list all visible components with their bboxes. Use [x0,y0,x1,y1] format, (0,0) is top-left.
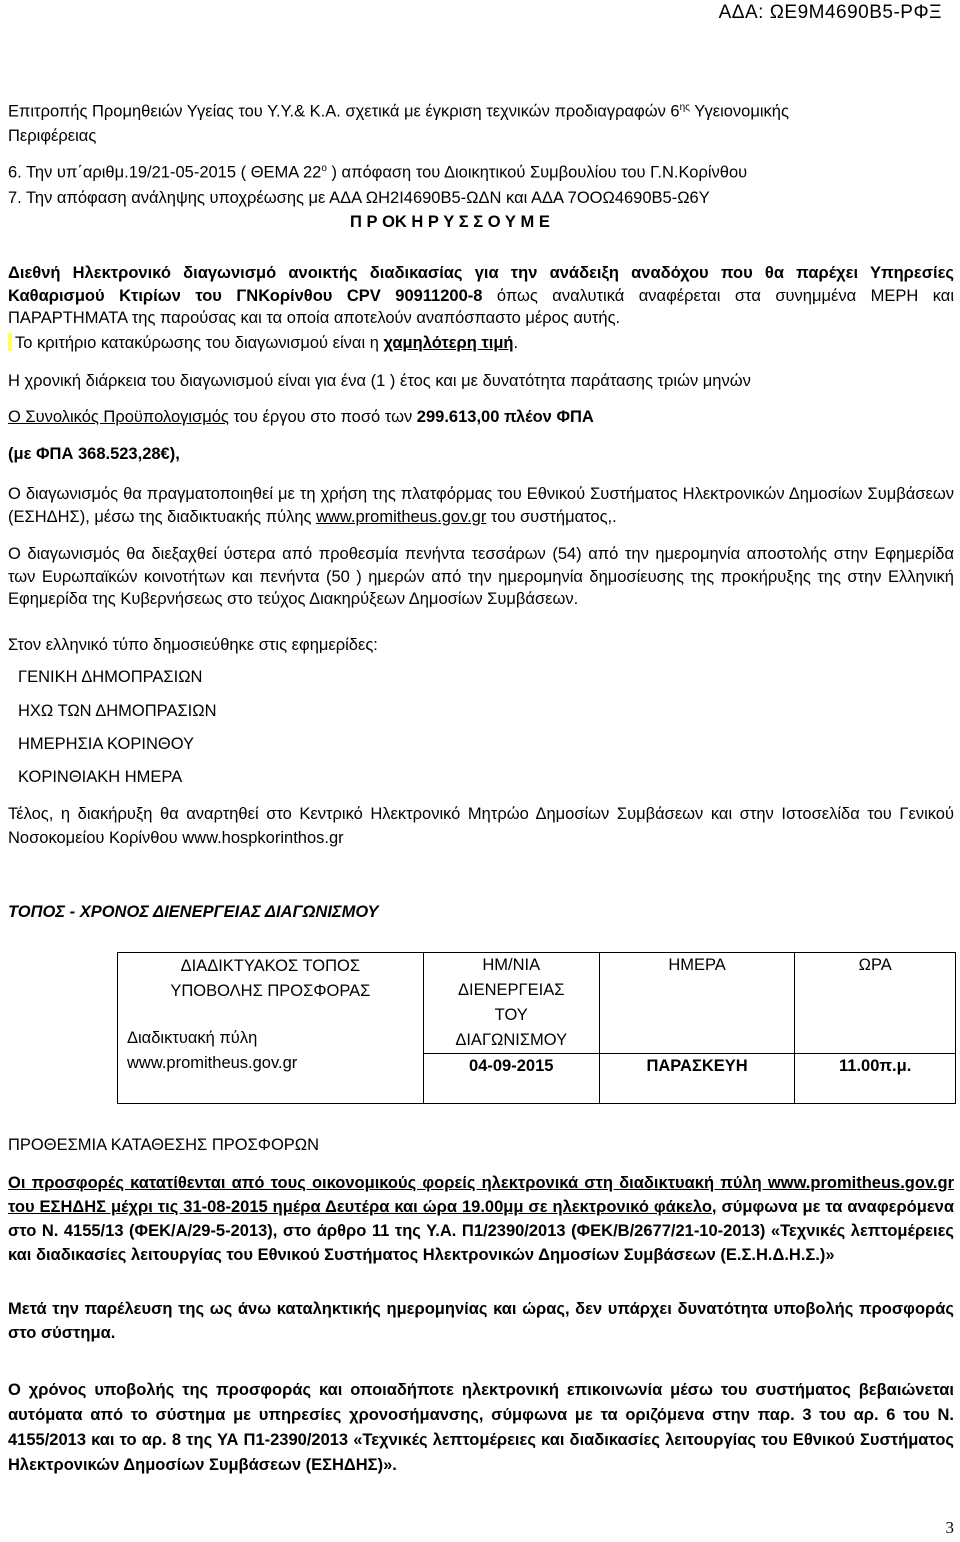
intro-text-3a: 6. Την υπ΄αριθμ.19/21-05-2015 ( ΘΕΜΑ 22 [8,163,322,182]
tender-rest: όπως αναλυτικά αναφέρεται στα συνημμένα ΜΕΡΗ και ΠΑΡΑΡΤΗΜΑΤΑ της παρούσας και τα οποία αποτελούν αναπόσπαστο μέρος αυτής. [8,286,954,327]
ada-code: ΑΔΑ: ΩΕ9Μ4690Β5-ΡΦΞ [718,2,942,23]
intro-line-1 [8,97,789,123]
intro-text-1b: Υγειονομικής [689,102,789,121]
tender-bold-lead: Διεθνή Ηλεκτρονικό διαγωνισμό ανοικτής διαδικασίας για την ανάδειξη αναδόχου που θα παρέχει Υπηρεσίες Καθαρισμού Κτιρίων του ΓΝΚορίνθου CPV 90911200-8 [8,264,954,305]
proclamation-heading: Π Ρ ΟΚ Η Ρ Υ Σ Σ Ο Υ Μ Ε [350,213,550,231]
final-paragraph: Τέλος, η διακήρυξη θα αναρτηθεί στο Κεντρικό Ηλεκτρονικό Μητρώο Δημοσίων Συμβάσεων και στην Ιστοσελίδα του Γενικού Νοσοκομείου Κορίνθου www.hospkorinthos.gr [8,805,954,847]
deadline-paragraph-1 [8,1171,954,1267]
budget-label: Ο Συνολικός Προϋπολογισμός [8,408,229,426]
deadline-paragraph-3: Ο χρόνος υποβολής της προσφοράς και οποιαδήποτε ηλεκτρονική επικοινωνία μέσω του συστήματος βεβαιώνεται αυτόματα από το σύστημα με υπηρεσίες χρονοσήμανσης, σύμφωνα με τα οριζόμενα στην παρ. 3 του αρ. 6 του Ν. 4155/2013 και το αρ. 8 της ΥΑ Π1-2390/2013 «Τεχνικές λεπτομέρειες και διαδικασίες λειτουργίας του Εθνικού Συστήματος Ηλεκτρονικών Δημοσίων Συμβάσεων (ΕΣΗΔΗΣ)». [8,1381,954,1474]
tender-description [8,262,954,330]
intro-sup-3: ο [321,163,327,174]
platform-link[interactable]: www.promitheus.gov.gr [316,507,487,526]
page-number: 3 [945,1518,954,1537]
deadline-paragraph-2: Μετά την παρέλευση της ως άνω καταληκτικής ημερομηνίας και ώρας, δεν υπάρχει δυνατότητα υποβολής προσφοράς στο σύστημα. [8,1300,954,1342]
intro-text-3b: ) απόφαση του Διοικητικού Συμβουλίου του Γ.Ν.Κορίνθου [326,163,748,182]
col2-header-2: ΔΙΕΝΕΡΓΕΙΑΣ [458,981,565,999]
intro-line-3 [8,158,747,184]
platform-paragraph [8,483,954,528]
portal-label: Διαδικτυακή πύλη [127,1029,258,1047]
intro-sup-1: ης [679,102,690,113]
intro-line-2: Περιφέρειας [8,127,97,145]
newspaper-2: ΗΧΩ ΤΩΝ ΔΗΜΟΠΡΑΣΙΩΝ [18,702,217,720]
deadline-heading: ΠΡΟΘΕΣΜΙΑ ΚΑΤΑΘΕΣΗΣ ΠΡΟΣΦΟΡΩΝ [8,1136,320,1154]
duration-line: Η χρονική διάρκεια του διαγωνισμού είναι για ένα (1 ) έτος και με δυνατότητα παράτασης τριών μηνών [8,372,751,390]
newspaper-3: ΗΜΕΡΗΣΙΑ ΚΟΡΙΝΘΟΥ [18,735,195,753]
col-time-header: ΩΡΑ [795,953,956,1054]
col-date-header [423,953,599,1054]
col2-header-1: ΗΜ/ΝΙΑ [482,956,541,974]
newspaper-4: ΚΟΡΙΝΘΙΑΚΗ ΗΜΕΡΑ [18,768,183,786]
budget-line [8,406,594,428]
col-day-header: ΗΜΕΡΑ [599,953,795,1054]
publication-paragraph: Ο διαγωνισμός θα διεξαχθεί ύστερα από προθεσμία πενήντα τεσσάρων (54) από την ημερομηνία αποστολής στην Εφημερίδα των Ευρωπαϊκών κοινοτήτων και πενήντα (50 ) ημερών από την ημερομηνία δημοσίευσης της προκήρυξης της στην Ελληνική Εφημερίδα της Κυβερνήσεως στο τεύχος Διακηρύξεων Δημοσίων Συμβάσεων. [8,545,954,608]
col1-header-1: ΔΙΑΔΙΚΤΥΑΚΟΣ ΤΟΠΟΣ [180,957,361,975]
col2-header-3: ΤΟΥ [494,1006,528,1024]
intro-line-4: 7. Την απόφαση ανάληψης υποχρέωσης με ΑΔΑ ΩΗ2Ι4690Β5-ΩΔΝ και ΑΔΑ 7ΟΟΩ4690Β5-Ω6Υ [8,189,710,207]
newspaper-1: ΓΕΝΙΚΗ ΔΗΜΟΠΡΑΣΙΩΝ [18,668,203,686]
intro-text-1a: Επιτροπής Προμηθειών Υγείας του Υ.Υ.& Κ.Α. σχετικά με έγκριση τεχνικών προδιαγραφών 6 [8,102,680,121]
tender-date: 04-09-2015 [423,1054,599,1104]
budget-mid: του έργου στο ποσό των [228,408,417,426]
criterion-value: χαμηλότερη τιμή [383,334,514,352]
tender-time: 11.00π.μ. [795,1054,956,1104]
platform-end: του συστήματος,. [486,507,617,526]
col1-header-2: ΥΠΟΒΟΛΗΣ ΠΡΟΣΦΟΡΑΣ [170,982,371,1000]
platform-text: Ο διαγωνισμός θα πραγματοποιηθεί με τη χρήση της πλατφόρμας του Εθνικού Συστήματος Ηλεκτρονικών Δημοσίων Συμβάσεων (ΕΣΗΔΗΣ), μέσω της διαδικτυακής πύλης [8,485,954,526]
deadline-text-2: , σύμφωνα με τα αναφερόμενα στο Ν. 4155/13 (ΦΕΚ/Α/29-5-2013), στο άρθρο 11 της Υ.Α. Π1/2390/2013 (ΦΕΚ/Β/2677/21-10-2013) «Τεχνικές λεπτομέρειες και διαδικασίες λειτουργίας του Εθνικού Συστήματος Ηλεκτρονικών Δημοσίων Συμβάσεων (Ε.Σ.Η.Δ.Η.Σ.)» [8,1198,954,1264]
criterion-end: . [513,334,519,352]
schedule-table [117,952,956,1104]
highlight-mark [8,333,12,351]
criterion-text: Το κριτήριο κατακύρωσης του διαγωνισμού είναι η [15,334,384,352]
deadline-underlined-2: του ΕΣΗΔΗΣ μέχρι τις 31-08-2015 ημέρα Δευτέρα και ώρα 19.00μμ σε ηλεκτρονικό φάκελο [8,1198,712,1216]
budget-value: 299.613,00 πλέον ΦΠΑ [416,408,594,426]
greek-press-line: Στον ελληνικό τύπο δημοσιεύθηκε στις εφημερίδες: [8,636,378,654]
budget-vat: (με ΦΠΑ 368.523,28€), [8,445,180,463]
col2-header-4: ΔΙΑΓΩΝΙΣΜΟΥ [455,1031,568,1049]
col-portal-cell [118,953,424,1104]
schedule-heading: ΤΟΠΟΣ - ΧΡΟΝΟΣ ΔΙΕΝΕΡΓΕΙΑΣ ΔΙΑΓΩΝΙΣΜΟΥ [8,903,379,921]
tender-day: ΠΑΡΑΣΚΕΥΗ [599,1054,795,1104]
portal-url[interactable]: www.promitheus.gov.gr [127,1054,298,1072]
award-criterion [8,332,518,354]
deadline-underlined-1: Οι προσφορές κατατίθενται από τους οικονομικούς φορείς ηλεκτρονικά στη διαδικτυακή πύλη www.promitheus.gov.gr [8,1174,954,1192]
